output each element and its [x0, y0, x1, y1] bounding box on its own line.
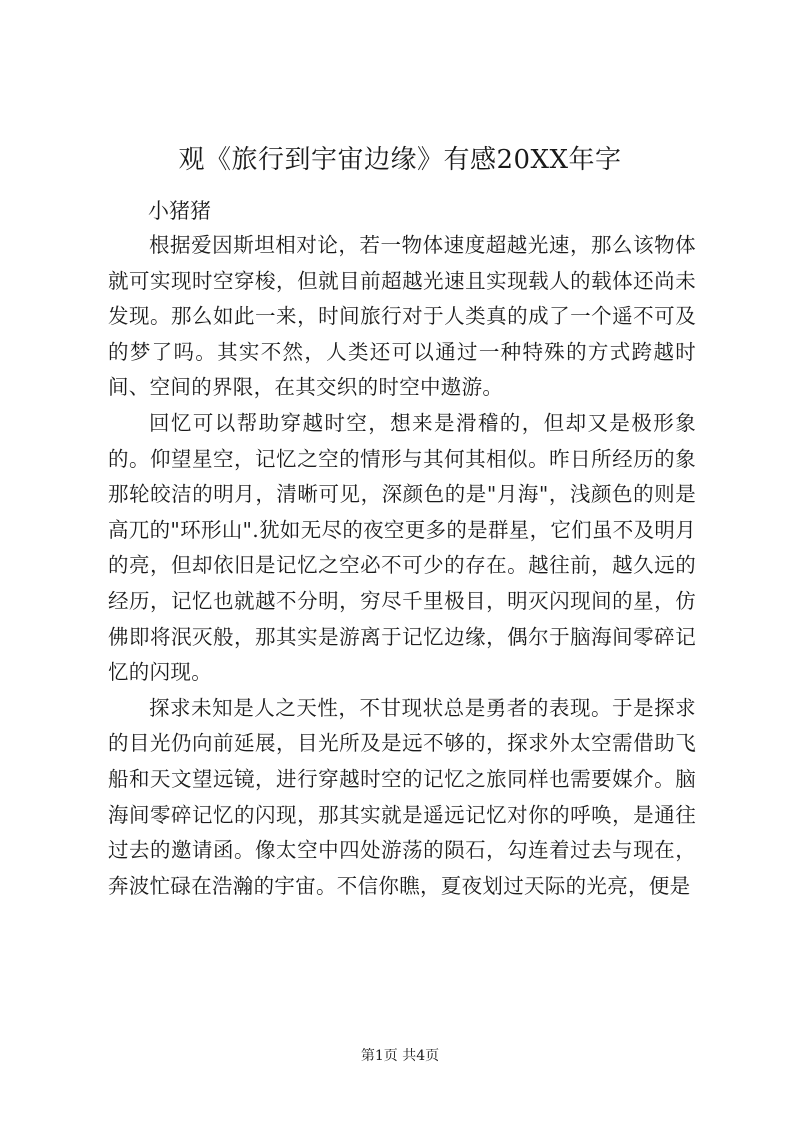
document-title: 观《旅行到宇宙边缘》有感20XX年字: [178, 145, 622, 175]
page-footer: 第1页 共4页: [360, 1048, 440, 1064]
paragraph-2: 回忆可以帮助穿越时空，想来是滑稽的，但却又是极形象的。仰望星空，记忆之空的情形与其何其相似。昨日所经历的象那轮皎洁的明月，清晰可见，深颜色的是"月海"，浅颜色的则是高兀的"环形山".犹如无尽的夜空更多的是群星，它们虽不及明月的亮，但却依旧是记忆之空必不可少的存在。越往前，越久远的经历，记忆也就越不分明，穷尽千里极目，明灭闪现间的星，仿佛即将泯灭般，那其实是游离于记忆边缘，偶尔于脑海间零碎记忆的闪现。: [108, 410, 696, 685]
paragraph-1: 根据爱因斯坦相对论，若一物体速度超越光速，那么该物体就可实现时空穿梭，但就目前超越光速且实现载人的载体还尚未发现。那么如此一来，时间旅行对于人类真的成了一个遥不可及的梦了吗。其实不然，人类还可以通过一种特殊的方式跨越时间、空间的界限，在其交织的时空中遨游。: [108, 233, 696, 400]
author-name: 小猪猪: [148, 199, 211, 223]
paragraph-3: 探求未知是人之天性，不甘现状总是勇者的表现。于是探求的目光仍向前延展，目光所及是远不够的，探求外太空需借助飞船和天文望远镜，进行穿越时空的记忆之旅同样也需要媒介。脑海间零碎记忆的闪现，那其实就是遥远记忆对你的呼唤，是通往过去的邀请函。像太空中四处游荡的陨石，勾连着过去与现在，奔波忙碌在浩瀚的宇宙。不信你瞧，夏夜划过天际的光亮，便是: [108, 695, 696, 898]
document-body: [108, 228, 696, 904]
